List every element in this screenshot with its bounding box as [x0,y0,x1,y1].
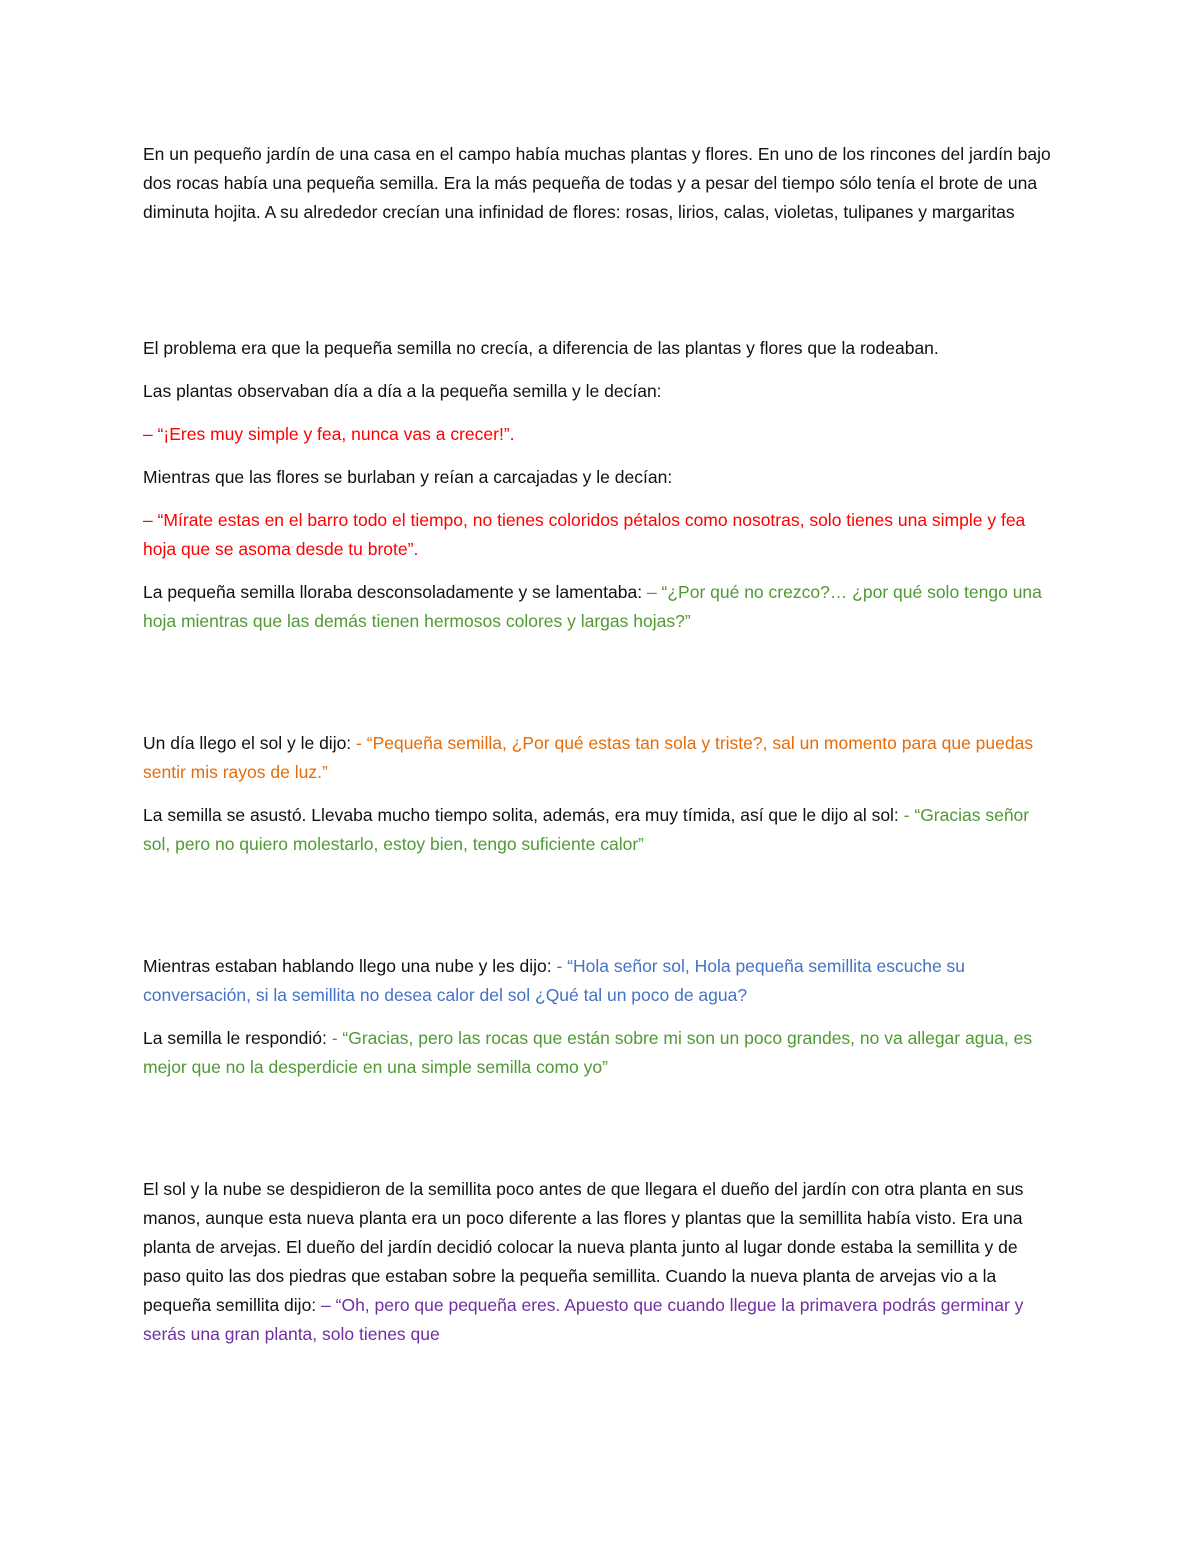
seed-answers-text: La semilla le respondió: [143,1028,332,1048]
spacer [143,650,1058,729]
paragraph-seed-scared [143,801,1058,859]
quote-pea-plant: – “Oh, pero que pequeña eres. Apuesto que cuando llegue la primavera podrás germinar y serás una gran planta, solo tienes que [143,1295,1024,1344]
seed-cries-text: La pequeña semilla lloraba desconsoladamente y se lamentaba: [143,582,647,602]
quote-seed-3: - “Gracias, pero las rocas que están sobre mi son un poco grandes, no va allegar agua, es mejor que no la desperdicie en una simple semilla como yo” [143,1028,1033,1077]
paragraph-problem: El problema era que la pequeña semilla no crecía, a diferencia de las plantas y flores que la rodeaban. [143,338,939,358]
paragraph-sun-arrives [143,729,1058,787]
quote-flowers: – “Mírate estas en el barro todo el tiempo, no tienes coloridos pétalos como nosotras, solo tienes una simple y fea hoja que se asoma desde tu brote”. [143,510,1026,559]
paragraph-pea-plant [143,1175,1058,1349]
paragraph-flowers-said: Mientras que las flores se burlaban y reían a carcajadas y le decían: [143,467,673,487]
quote-seed-1: – “¿Por qué no crezco?… ¿por qué solo tengo una hoja mientras que las demás tienen hermosos colores y largas hojas?” [143,582,1042,631]
quote-plants: – “¡Eres muy simple y fea, nunca vas a crecer!”. [143,424,515,444]
spacer [143,1096,1058,1175]
paragraph-seed-answers [143,1024,1058,1082]
cloud-arrives-text: Mientras estaban hablando llego una nube y les dijo: [143,956,557,976]
paragraph-plants-said: Las plantas observaban día a día a la pequeña semilla y le decían: [143,381,662,401]
paragraph-cloud-arrives [143,952,1058,1010]
paragraph-seed-cries [143,578,1058,636]
spacer [143,873,1058,952]
quote-sun: - “Pequeña semilla, ¿Por qué estas tan sola y triste?, sal un momento para que puedas sentir mis rayos de luz.” [143,733,1034,782]
quote-seed-2: - “Gracias señor sol, pero no quiero molestarlo, estoy bien, tengo suficiente calor” [143,805,1030,854]
quote-cloud: - “Hola señor sol, Hola pequeña semillita escuche su conversación, si la semillita no desea calor del sol ¿Qué tal un poco de agua? [143,956,966,1005]
sun-arrives-text: Un día llego el sol y le dijo: [143,733,357,753]
paragraph-intro: En un pequeño jardín de una casa en el campo había muchas plantas y flores. En uno de los rincones del jardín bajo dos rocas había una pequeña semilla. Era la más pequeña de todas y a pesar del tiempo sólo tenía el brote de una diminuta hojita. A su alrededor crecían una infinidad de flores: rosas, lirios, calas, violetas, tulipanes y margaritas [143,144,1051,222]
pea-plant-text: El sol y la nube se despidieron de la semillita poco antes de que llegara el dueño del jardín con otra planta en sus manos, aunque esta nueva planta era un poco diferente a las flores y plantas que la semillita había visto. Era una planta de arvejas. El dueño del jardín decidió colocar la nueva planta junto al lugar donde estaba la semillita y de paso quito las dos piedras que estaban sobre la pequeña semillita. Cuando la nueva planta de arvejas vio a la pequeña semillita dijo: [143,1179,1024,1315]
document-body [143,140,1058,1363]
spacer [143,241,1058,334]
seed-scared-text: La semilla se asustó. Llevaba mucho tiempo solita, además, era muy tímida, así que le dijo al sol: [143,805,904,825]
